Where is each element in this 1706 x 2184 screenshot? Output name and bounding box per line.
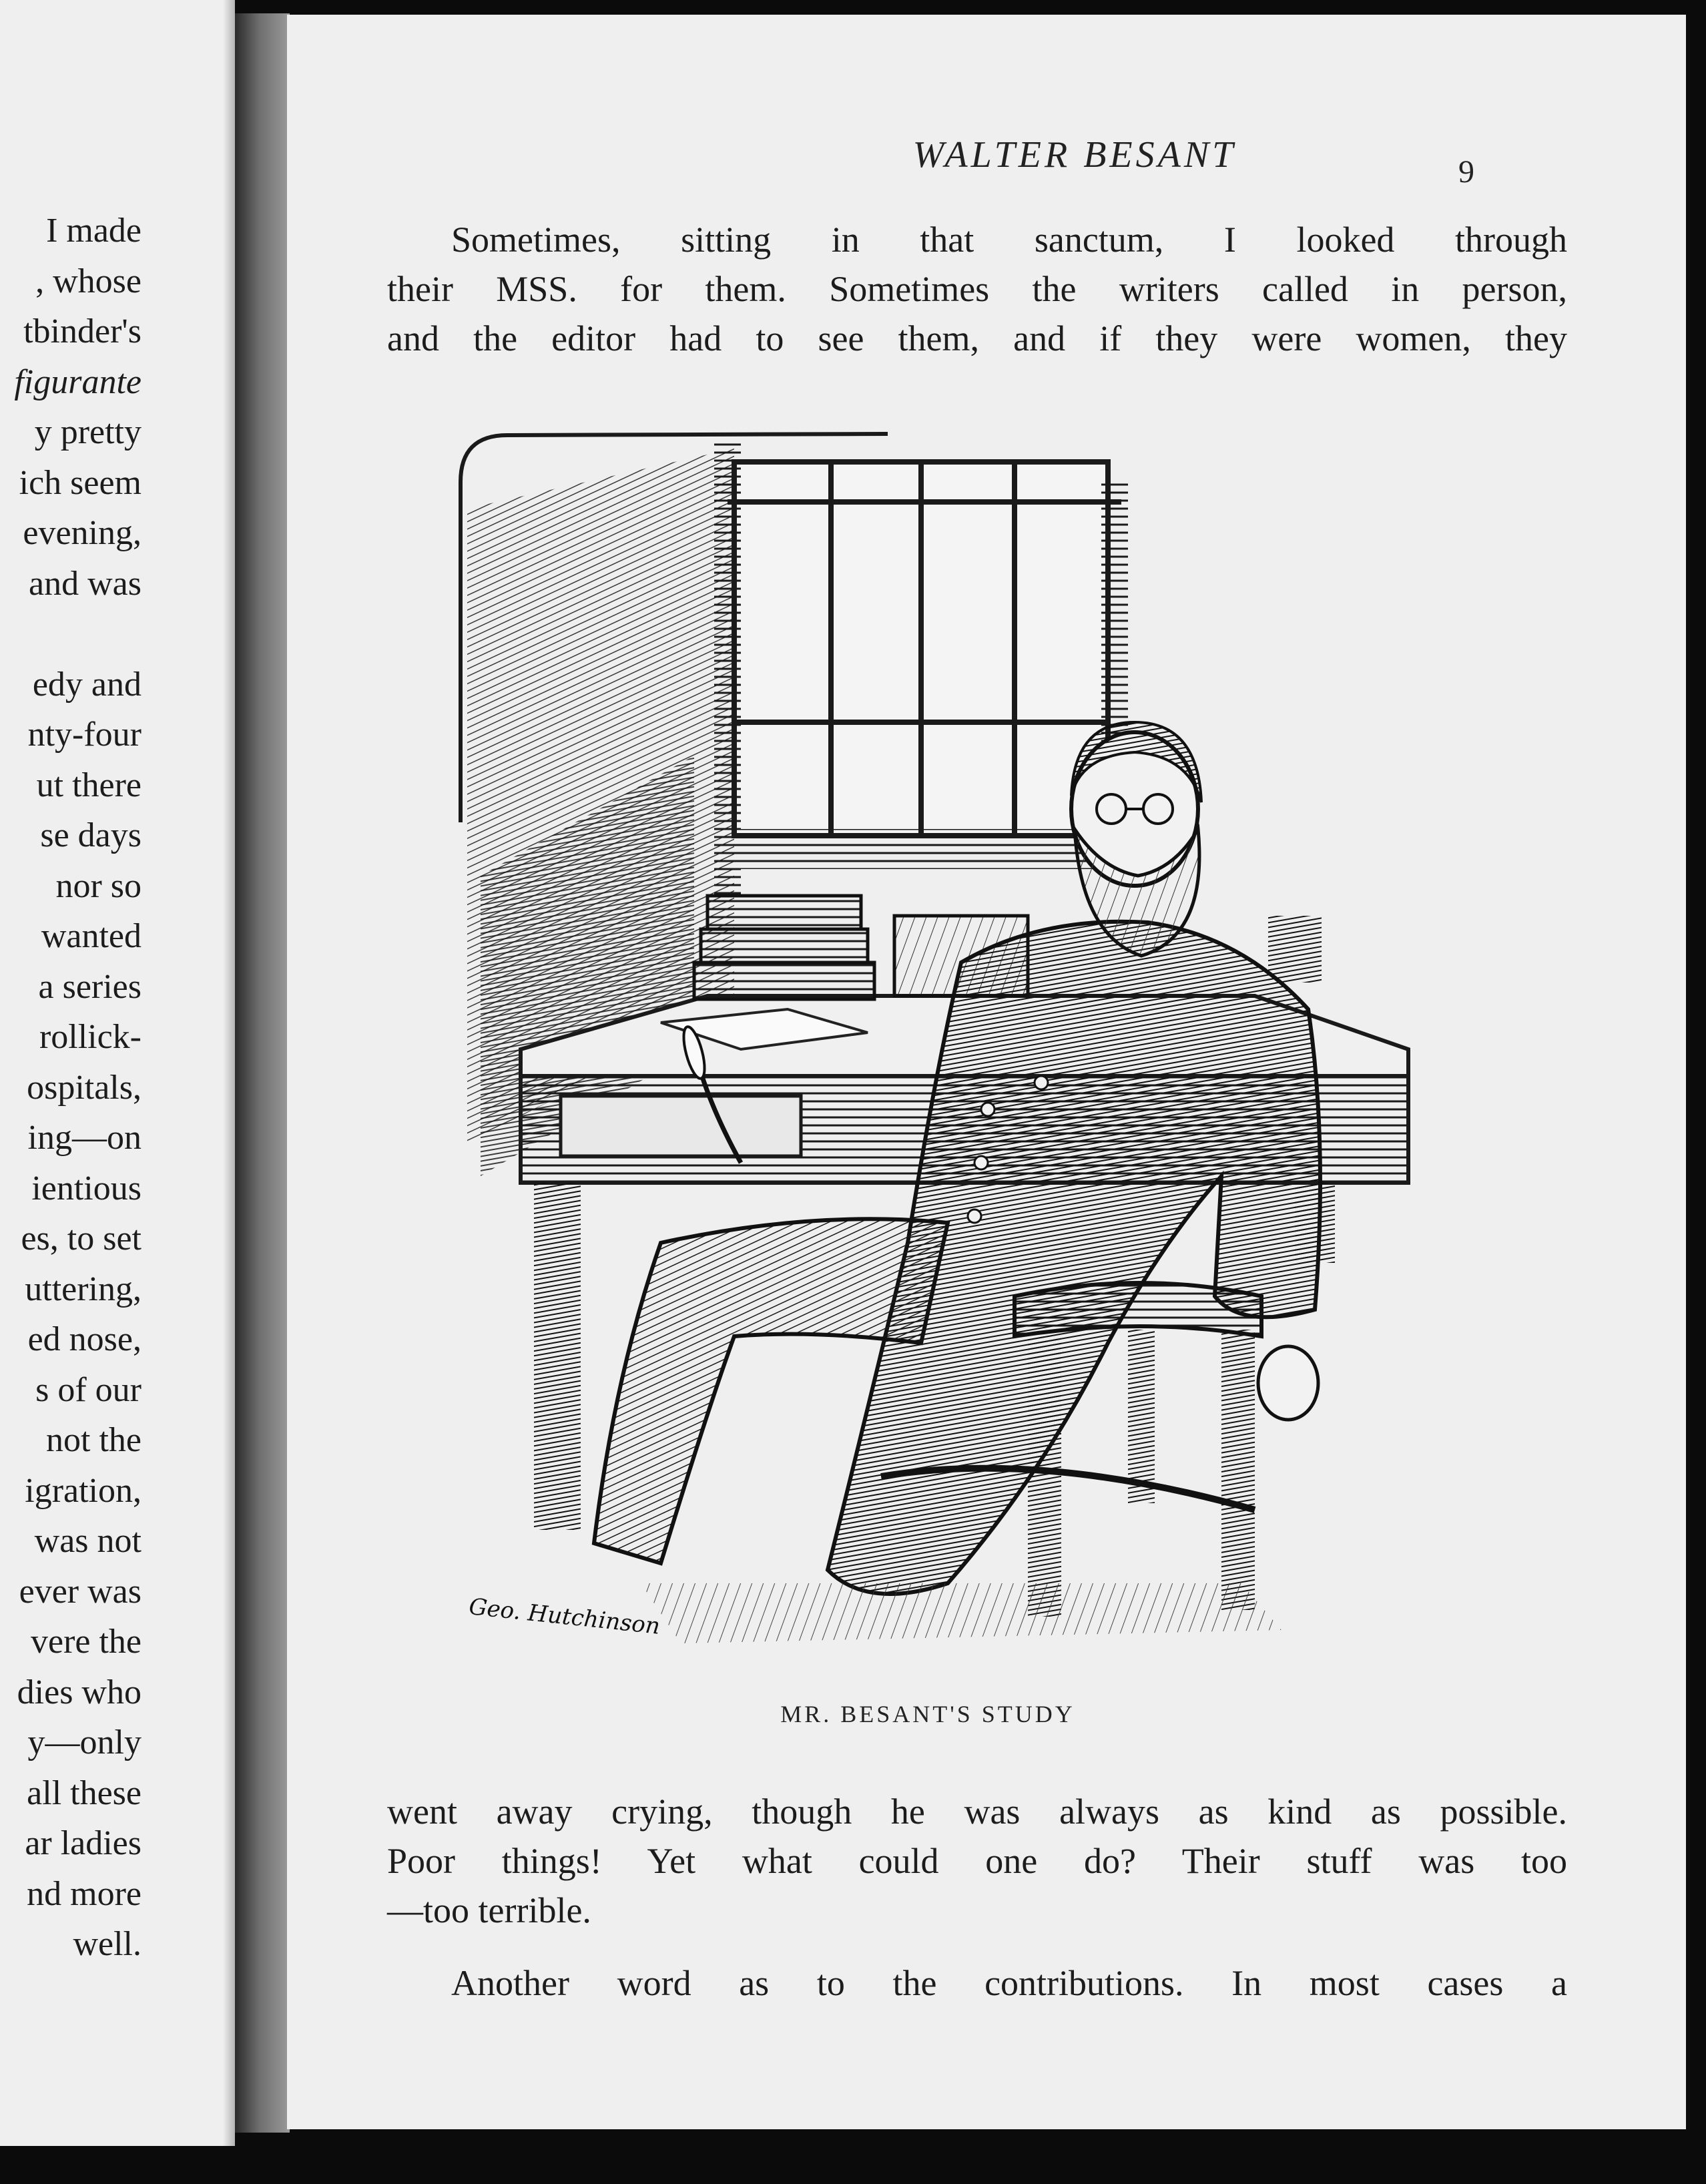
left-line: , whose — [35, 262, 141, 300]
text-line: —too terrible. — [387, 1890, 591, 1930]
left-line: well. — [73, 1925, 141, 1963]
left-line: es, to set — [21, 1219, 141, 1258]
left-line: ar ladies — [25, 1824, 141, 1862]
left-line: wanted — [41, 917, 141, 955]
gutter-shadow — [223, 0, 235, 2146]
book-gutter — [235, 13, 290, 2133]
page-number: 9 — [1458, 154, 1474, 190]
text-line: Sometimes, sitting in that sanctum, I looked through — [451, 220, 1567, 260]
left-line: y pretty — [34, 413, 141, 451]
text-line: their MSS. for them. Sometimes the writers called in person, — [387, 269, 1567, 309]
text-line: Another word as to the contributions. In most cases a — [451, 1963, 1567, 2003]
left-line: ientious — [31, 1169, 141, 1207]
left-line: figurante — [14, 362, 141, 401]
left-line: se days — [40, 816, 141, 854]
text-line: went away crying, though he was always as kind as possible. — [387, 1792, 1567, 1832]
left-line: not the — [46, 1421, 141, 1459]
left-line: I made — [46, 212, 141, 250]
man-hand — [1258, 1346, 1318, 1420]
left-line: ed nose, — [27, 1320, 141, 1358]
left-line: ich seem — [19, 463, 141, 502]
next-paragraph — [387, 1958, 1567, 2008]
left-line: nty-four — [27, 716, 141, 754]
left-line: uttering, — [25, 1270, 141, 1308]
window-sill — [728, 829, 1128, 869]
left-line: s of our — [35, 1370, 141, 1409]
left-line: nor so — [55, 866, 141, 905]
left-line: ever was — [19, 1572, 141, 1611]
current-page — [287, 15, 1686, 2129]
left-line: was not — [34, 1522, 141, 1560]
left-line-gap — [0, 609, 141, 659]
left-line: nd more — [27, 1874, 141, 1913]
left-line: ut there — [36, 766, 141, 804]
left-line: evening, — [23, 514, 141, 552]
left-line: a series — [38, 967, 141, 1006]
study-illustration — [441, 408, 1415, 1677]
previous-page — [0, 0, 235, 2146]
illustration-caption: MR. BESANT'S STUDY — [780, 1701, 1075, 1727]
text-line: Poor things! Yet what could one do? Their stuff was too — [387, 1841, 1567, 1881]
artist-signature: Geo. Hutchinson — [467, 1593, 661, 1640]
left-line: edy and — [32, 665, 141, 704]
left-line: vere the — [30, 1623, 141, 1661]
left-line: igration, — [25, 1471, 141, 1510]
floor — [641, 1583, 1282, 1643]
left-line: dies who — [17, 1673, 141, 1711]
left-line: all these — [27, 1773, 141, 1812]
previous-page-text — [0, 206, 141, 1970]
window — [728, 462, 1121, 836]
left-line: ing—on — [27, 1119, 141, 1157]
left-line: y—only — [27, 1723, 141, 1761]
running-head: WALTER BESANT — [912, 134, 1237, 176]
top-paragraph — [387, 215, 1567, 363]
text-line: and the editor had to see them, and if they were women, they — [387, 318, 1567, 358]
left-line: ospitals, — [27, 1068, 141, 1107]
bottom-paragraph — [387, 1787, 1567, 1935]
left-line: tbinder's — [23, 312, 141, 350]
left-line: and was — [29, 564, 141, 603]
left-line: rollick- — [39, 1018, 141, 1056]
